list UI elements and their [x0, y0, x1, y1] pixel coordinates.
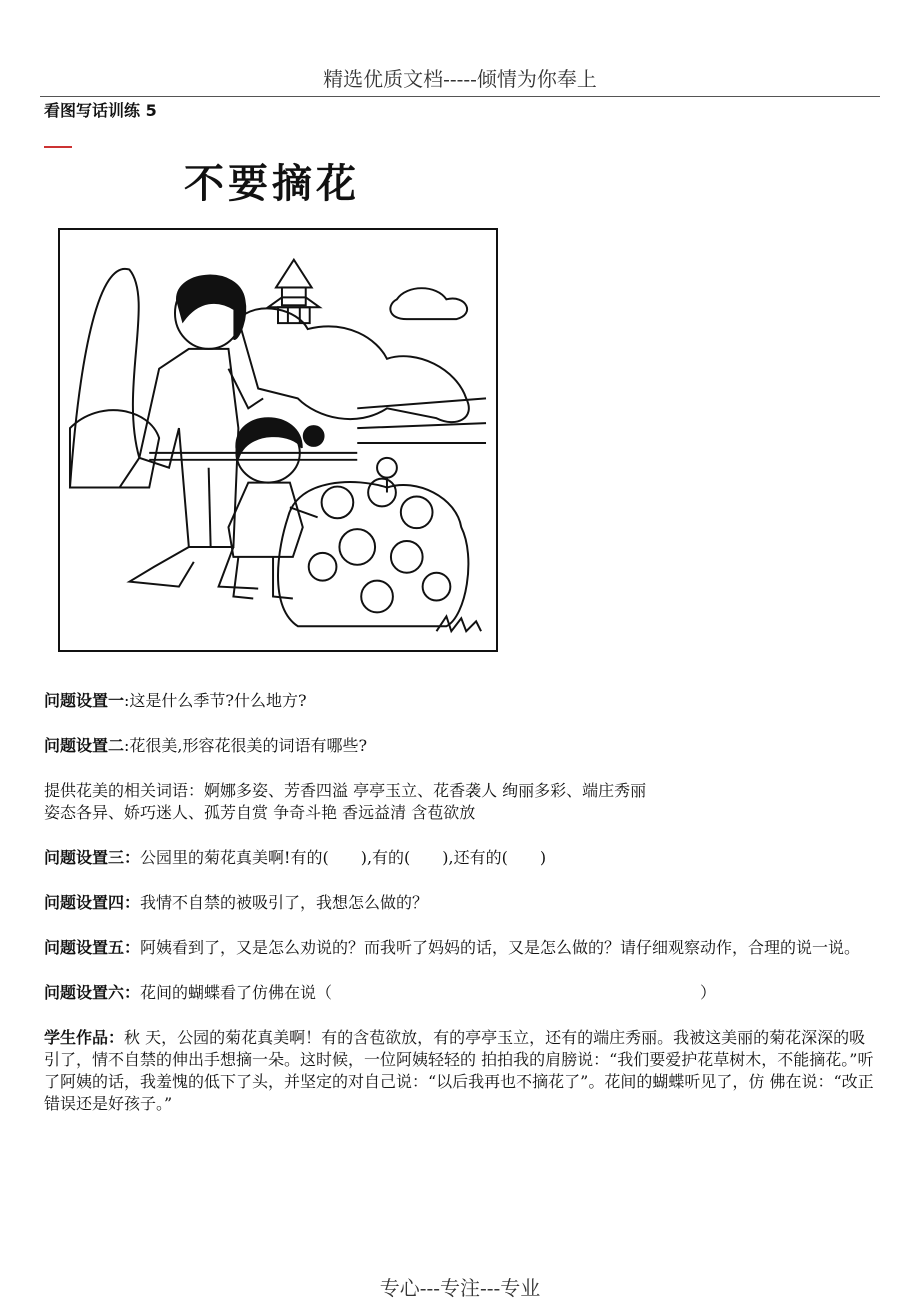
- question-label: 问题设置三: [44, 848, 125, 867]
- question-6: [44, 982, 874, 1004]
- question-text: 这是什么季节?什么地方?: [129, 691, 307, 710]
- question-label: 问题设置四: [44, 893, 125, 912]
- student-work-text: 秋 天，公园的菊花真美啊！有的含苞欲放，有的亭亭玉立，还有的端庄秀丽。我被这美丽的菊花深深的吸引了，情不自禁的伸出手想摘一朵。这时候，一位阿姨轻轻的 拍拍我的肩膀说：“我们要爱护花草树木，不能摘花。”听了阿姨的话，我羞愧的低下了头，并坚定的对自己说：“以后我再也不摘花了”。花间的蝴蝶听见了，仿 佛在说：“改正错误还是好孩子。”: [44, 1028, 874, 1113]
- document-title: 看图写话训练 5: [44, 101, 157, 120]
- page-footer: 专心---专注---专业: [379, 1276, 541, 1300]
- question-3: [44, 847, 874, 869]
- question-separator: ：: [124, 938, 141, 957]
- question-4: [44, 892, 874, 914]
- question-separator: :: [124, 736, 130, 755]
- question-text: 我情不自禁的被吸引了，我想怎么做的？: [140, 893, 429, 912]
- student-work-label: 学生作品: [44, 1028, 109, 1047]
- question-separator: ：: [124, 848, 141, 867]
- question-label: 问题设置二: [44, 736, 125, 755]
- cloud: [390, 288, 467, 319]
- question-5: [44, 937, 874, 959]
- question-text: 公园里的菊花真美啊!有的( ),有的( ),还有的( ): [140, 848, 547, 867]
- question-label: 问题设置五: [44, 938, 125, 957]
- illustration-frame: [58, 228, 498, 652]
- question-separator: ：: [124, 983, 141, 1002]
- vocabulary-line: 姿态各异、娇巧迷人、孤芳自赏 争奇斗艳 香远益清 含苞欲放: [44, 803, 476, 822]
- trees: [238, 308, 468, 422]
- illustration: [60, 230, 496, 650]
- red-mark: [44, 146, 72, 148]
- question-2: [44, 735, 874, 757]
- question-text: 阿姨看到了，又是怎么劝说的？而我听了妈妈的话，又是怎么做的？请仔细观察动作，合理的说一说。: [140, 938, 861, 957]
- content-body: [44, 690, 874, 1138]
- chrysanthemum-bush: [278, 458, 468, 626]
- question-1: [44, 690, 874, 712]
- page-header: 精选优质文档-----倾情为你奉上: [40, 64, 880, 97]
- vocabulary-list: [44, 780, 874, 824]
- student-work: [44, 1027, 874, 1115]
- vocabulary-line: 提供花美的相关词语：婀娜多姿、芳香四溢 亭亭玉立、花香袭人 绚丽多彩、端庄秀丽: [44, 781, 647, 800]
- question-text: 花很美,形容花很美的词语有哪些?: [129, 736, 368, 755]
- ground-grass: [436, 616, 481, 631]
- hedge-left: [70, 410, 159, 487]
- rock-shape: [70, 269, 139, 488]
- lake-lines: [357, 398, 486, 443]
- question-separator: :: [124, 691, 130, 710]
- question-label: 问题设置一: [44, 691, 125, 710]
- question-label: 问题设置六: [44, 983, 125, 1002]
- question-text: 花间的蝴蝶看了仿佛在说（ ）: [140, 983, 717, 1002]
- pagoda: [268, 260, 320, 323]
- picture-title: 不要摘花: [184, 161, 360, 207]
- student-work-separator: ：: [108, 1028, 125, 1047]
- question-separator: ：: [124, 893, 141, 912]
